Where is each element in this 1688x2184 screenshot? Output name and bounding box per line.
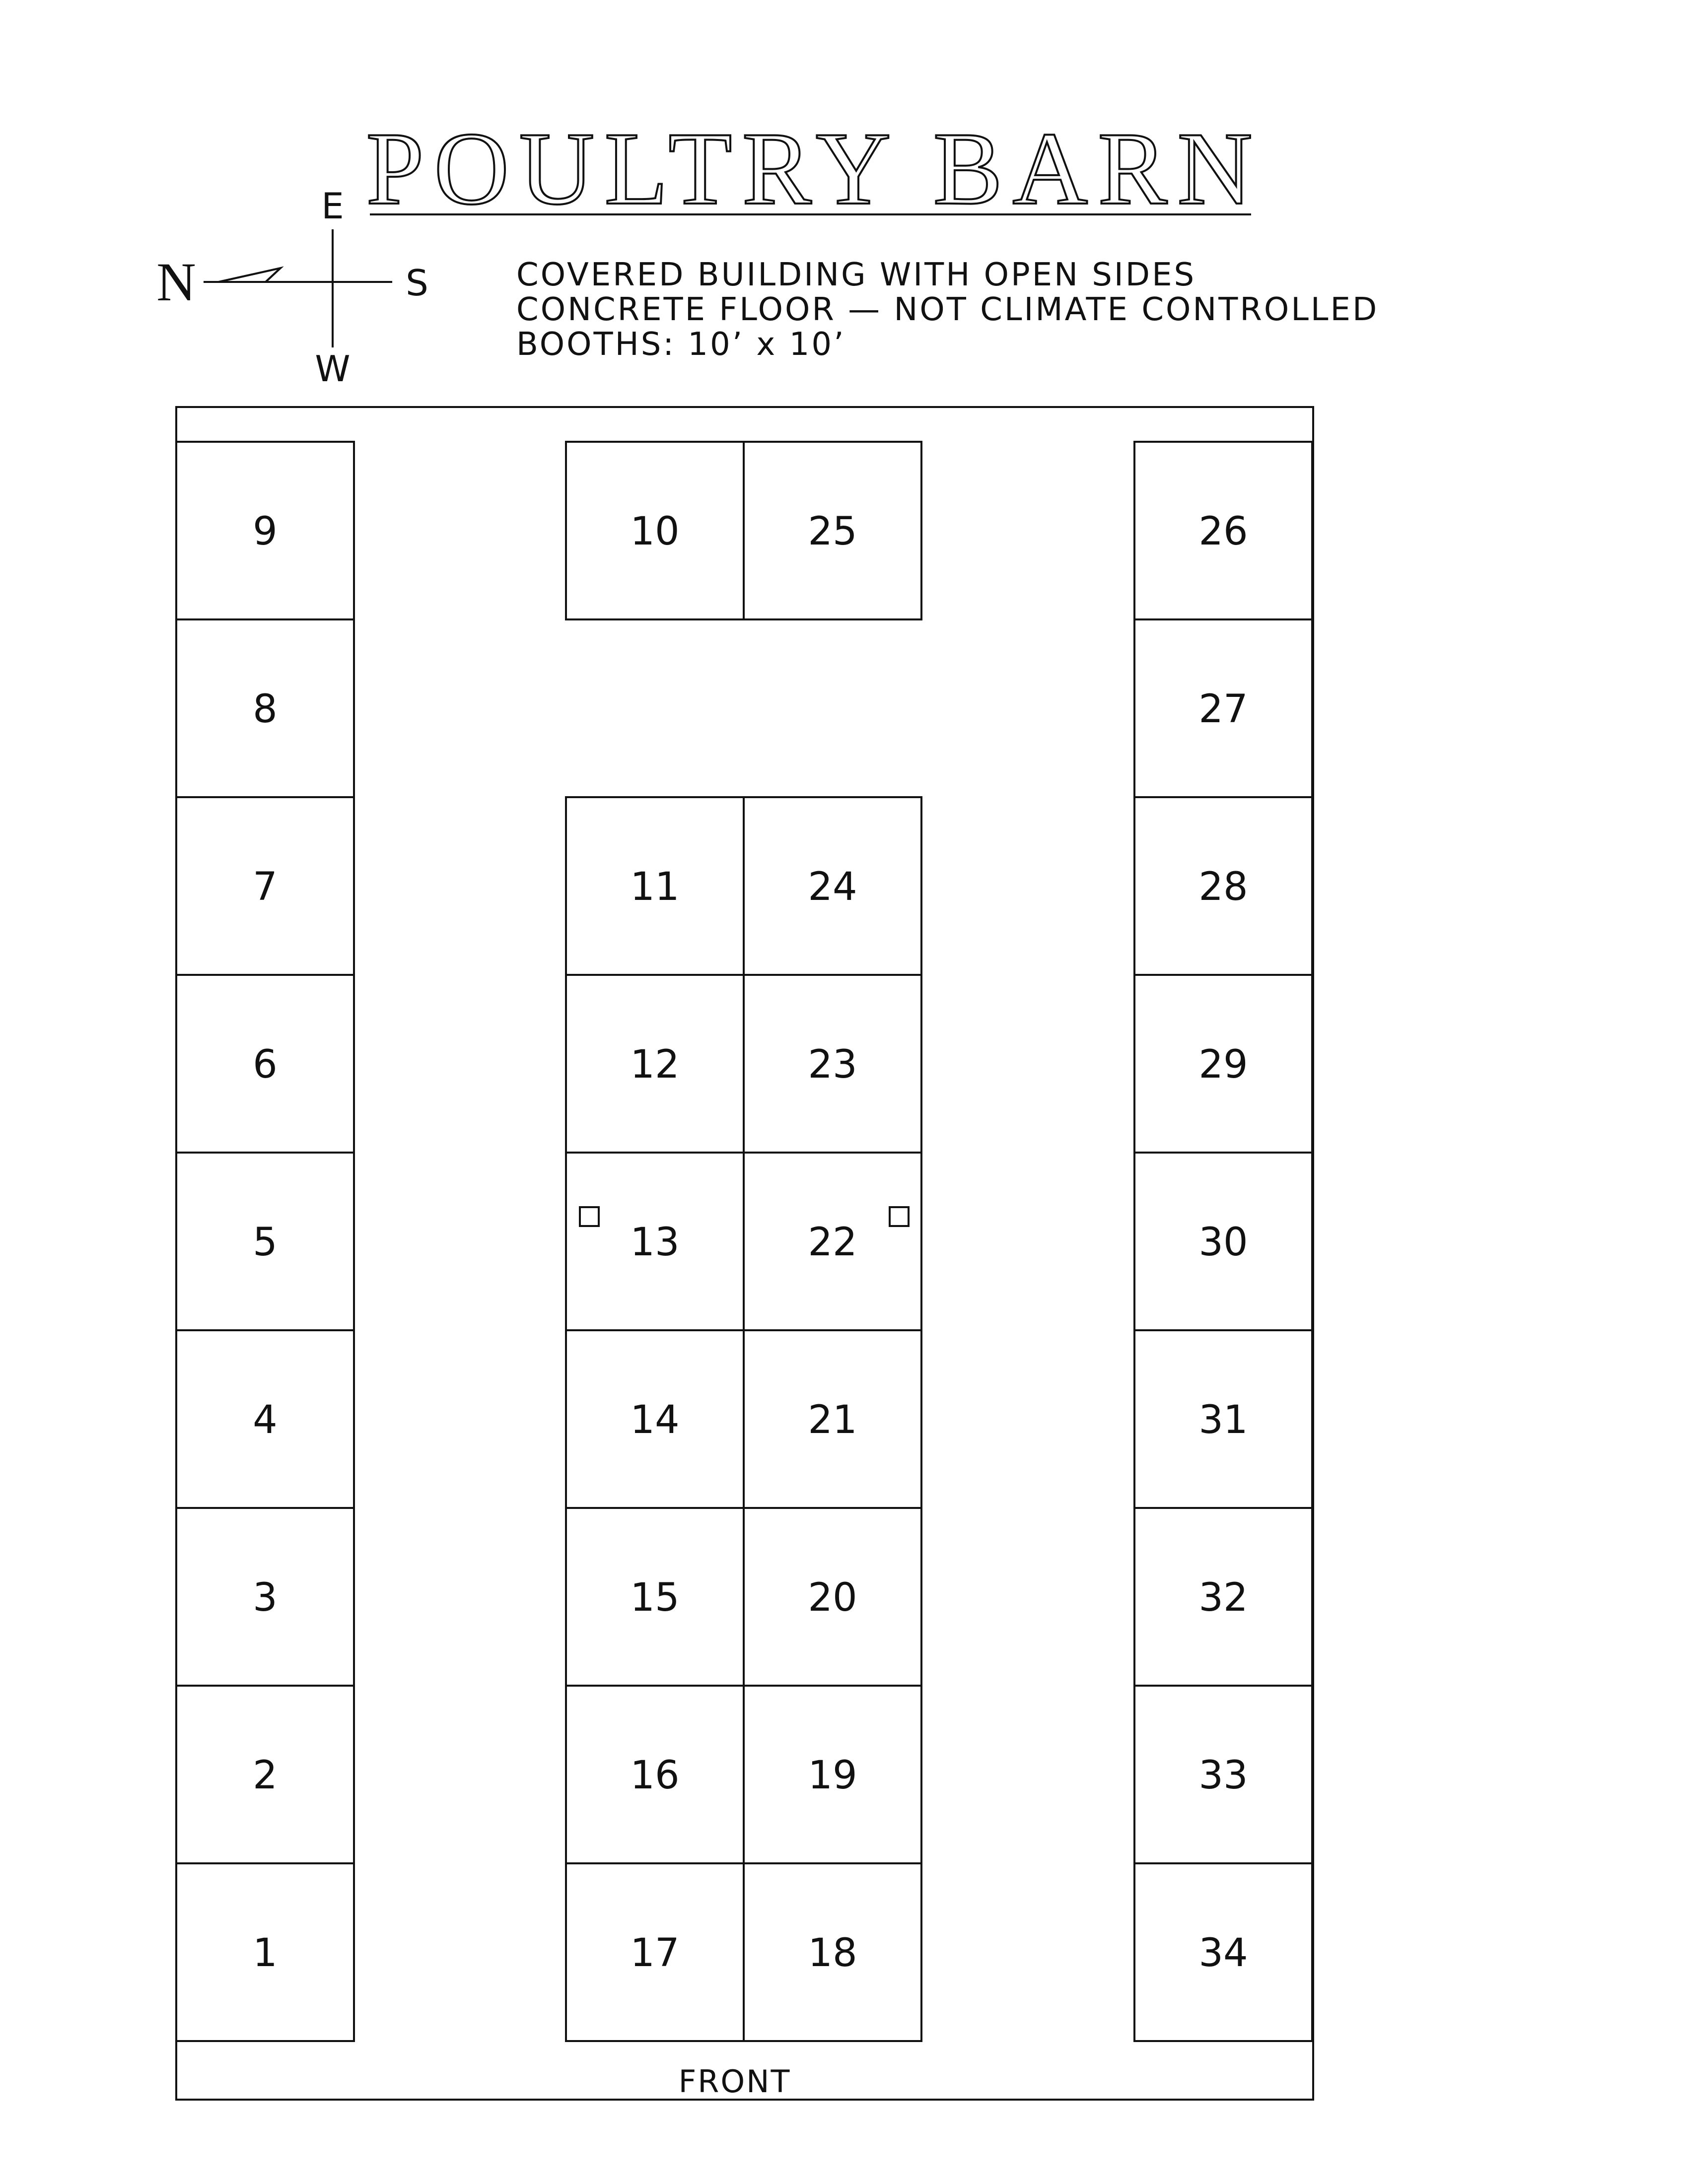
booth-29 xyxy=(1134,975,1312,1153)
page-title: POULTRY BARN xyxy=(366,111,1263,226)
booth-18 xyxy=(744,1863,921,2041)
front-label: FRONT xyxy=(678,2063,791,2100)
booth-20 xyxy=(744,1508,921,1686)
booth-number: 18 xyxy=(808,1931,857,1976)
booth-number: 3 xyxy=(253,1575,278,1620)
booth-number: 6 xyxy=(253,1042,278,1087)
booth-number: 4 xyxy=(253,1398,278,1442)
note-floor: CONCRETE FLOOR — NOT CLIMATE CONTROLLED xyxy=(516,291,1379,328)
booth-19 xyxy=(744,1686,921,1863)
booth-21 xyxy=(744,1330,921,1508)
compass-east-label: E xyxy=(321,185,344,227)
booth-number: 30 xyxy=(1198,1220,1248,1265)
booth-5 xyxy=(176,1153,354,1330)
booth-3 xyxy=(176,1508,354,1686)
booth-number: 7 xyxy=(253,865,278,909)
booth-15 xyxy=(566,1508,744,1686)
booth-number: 15 xyxy=(630,1575,680,1620)
booth-number: 11 xyxy=(630,865,680,909)
booth-8 xyxy=(176,619,354,797)
booth-number: 13 xyxy=(630,1220,680,1265)
booth-number: 20 xyxy=(808,1575,857,1620)
booth-30 xyxy=(1134,1153,1312,1330)
booth-13 xyxy=(566,1153,744,1330)
booth-10 xyxy=(566,442,744,619)
booth-number: 19 xyxy=(808,1753,857,1798)
booth-number: 23 xyxy=(808,1042,857,1087)
note-building: COVERED BUILDING WITH OPEN SIDES xyxy=(516,257,1196,293)
booth-32 xyxy=(1134,1508,1312,1686)
booth-27 xyxy=(1134,619,1312,797)
booth-1 xyxy=(176,1863,354,2041)
booth-number: 26 xyxy=(1198,509,1248,554)
compass-west-label: W xyxy=(315,348,351,390)
booth-number: 31 xyxy=(1198,1398,1248,1442)
booth-number: 27 xyxy=(1198,687,1248,732)
booth-number: 17 xyxy=(630,1931,680,1976)
note-booth-size: BOOTHS: 10’ x 10’ xyxy=(516,326,846,363)
booth-number: 25 xyxy=(808,509,857,554)
north-arrow-icon xyxy=(218,268,281,282)
booth-4 xyxy=(176,1330,354,1508)
post-marker xyxy=(890,1207,909,1226)
booth-34 xyxy=(1134,1863,1312,2041)
booth-number: 16 xyxy=(630,1753,680,1798)
booth-number: 32 xyxy=(1198,1575,1248,1620)
booth-17 xyxy=(566,1863,744,2041)
booth-number: 10 xyxy=(630,509,680,554)
booth-number: 12 xyxy=(630,1042,680,1087)
compass-south-label: S xyxy=(406,262,428,304)
booth-31 xyxy=(1134,1330,1312,1508)
booth-2 xyxy=(176,1686,354,1863)
booth-number: 24 xyxy=(808,865,857,909)
booth-7 xyxy=(176,797,354,975)
booth-number: 34 xyxy=(1198,1931,1248,1976)
booth-number: 33 xyxy=(1198,1753,1248,1798)
booth-number: 29 xyxy=(1198,1042,1248,1087)
booth-number: 14 xyxy=(630,1398,680,1442)
booth-23 xyxy=(744,975,921,1153)
booth-9 xyxy=(176,442,354,619)
booth-24 xyxy=(744,797,921,975)
post-marker xyxy=(580,1207,599,1226)
booth-25 xyxy=(744,442,921,619)
booth-6 xyxy=(176,975,354,1153)
booth-number: 21 xyxy=(808,1398,857,1442)
booth-12 xyxy=(566,975,744,1153)
booth-22 xyxy=(744,1153,921,1330)
booth-number: 22 xyxy=(808,1220,857,1265)
booth-number: 1 xyxy=(253,1931,278,1976)
booth-14 xyxy=(566,1330,744,1508)
booth-28 xyxy=(1134,797,1312,975)
booth-26 xyxy=(1134,442,1312,619)
booth-16 xyxy=(566,1686,744,1863)
booth-grid xyxy=(176,442,1312,2041)
booth-33 xyxy=(1134,1686,1312,1863)
booth-number: 5 xyxy=(253,1220,278,1265)
booth-number: 8 xyxy=(253,687,278,732)
booth-number: 9 xyxy=(253,509,278,554)
compass-north-label: N xyxy=(156,252,196,312)
booth-number: 2 xyxy=(253,1753,278,1798)
booth-11 xyxy=(566,797,744,975)
booth-number: 28 xyxy=(1198,865,1248,909)
